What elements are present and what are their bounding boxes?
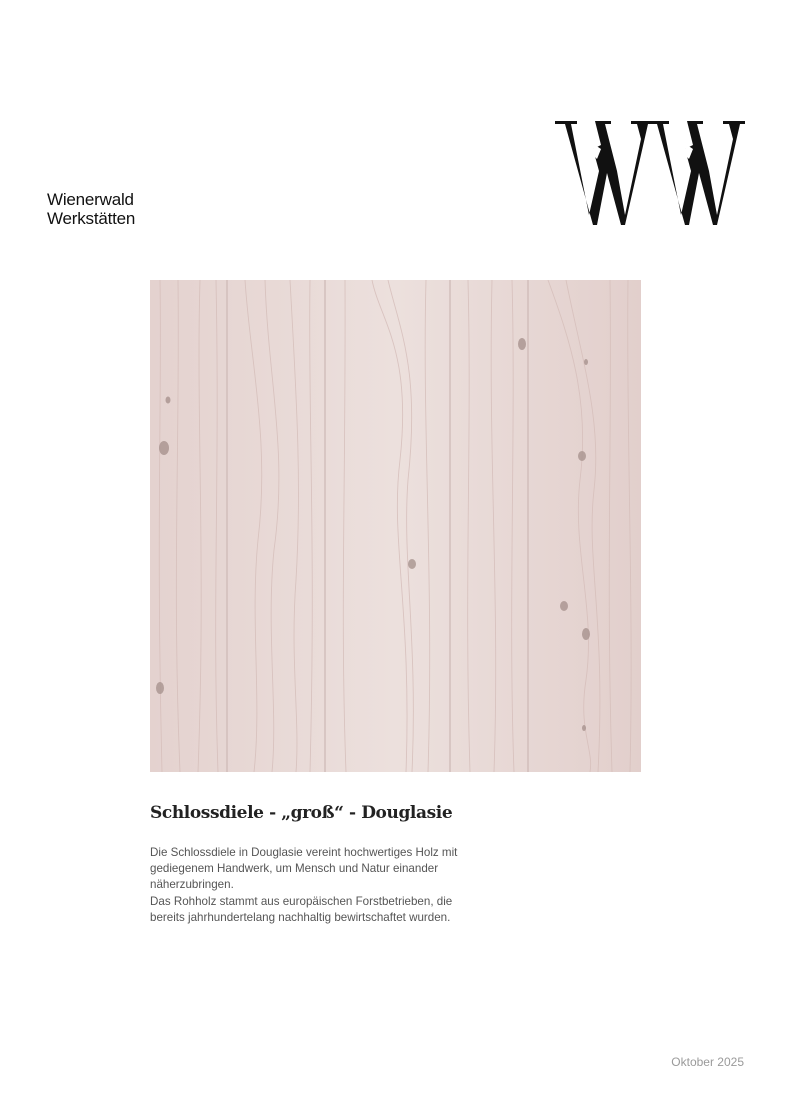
publication-date: Oktober 2025: [671, 1055, 744, 1069]
wood-floor-photo: [150, 280, 641, 772]
description-paragraph: Das Rohholz stammt aus europäischen Forstbetrieben, die bereits jahrhundertelang nachhaltig bewirtschaftet wurden.: [150, 894, 453, 924]
brand-line-1: Wienerwald: [47, 190, 134, 209]
product-description: [150, 845, 480, 926]
description-paragraph: Die Schlossdiele in Douglasie vereint hochwertiges Holz mit gediegenem Handwerk, um Mensch und Natur einander näherzubringen.: [150, 846, 458, 892]
product-title: Schlossdiele - „groß“ - Douglasie: [150, 803, 453, 823]
brand-line-2: Werkstätten: [47, 209, 136, 228]
brand-name: [47, 190, 135, 228]
ww-monogram-logo: [555, 119, 745, 227]
